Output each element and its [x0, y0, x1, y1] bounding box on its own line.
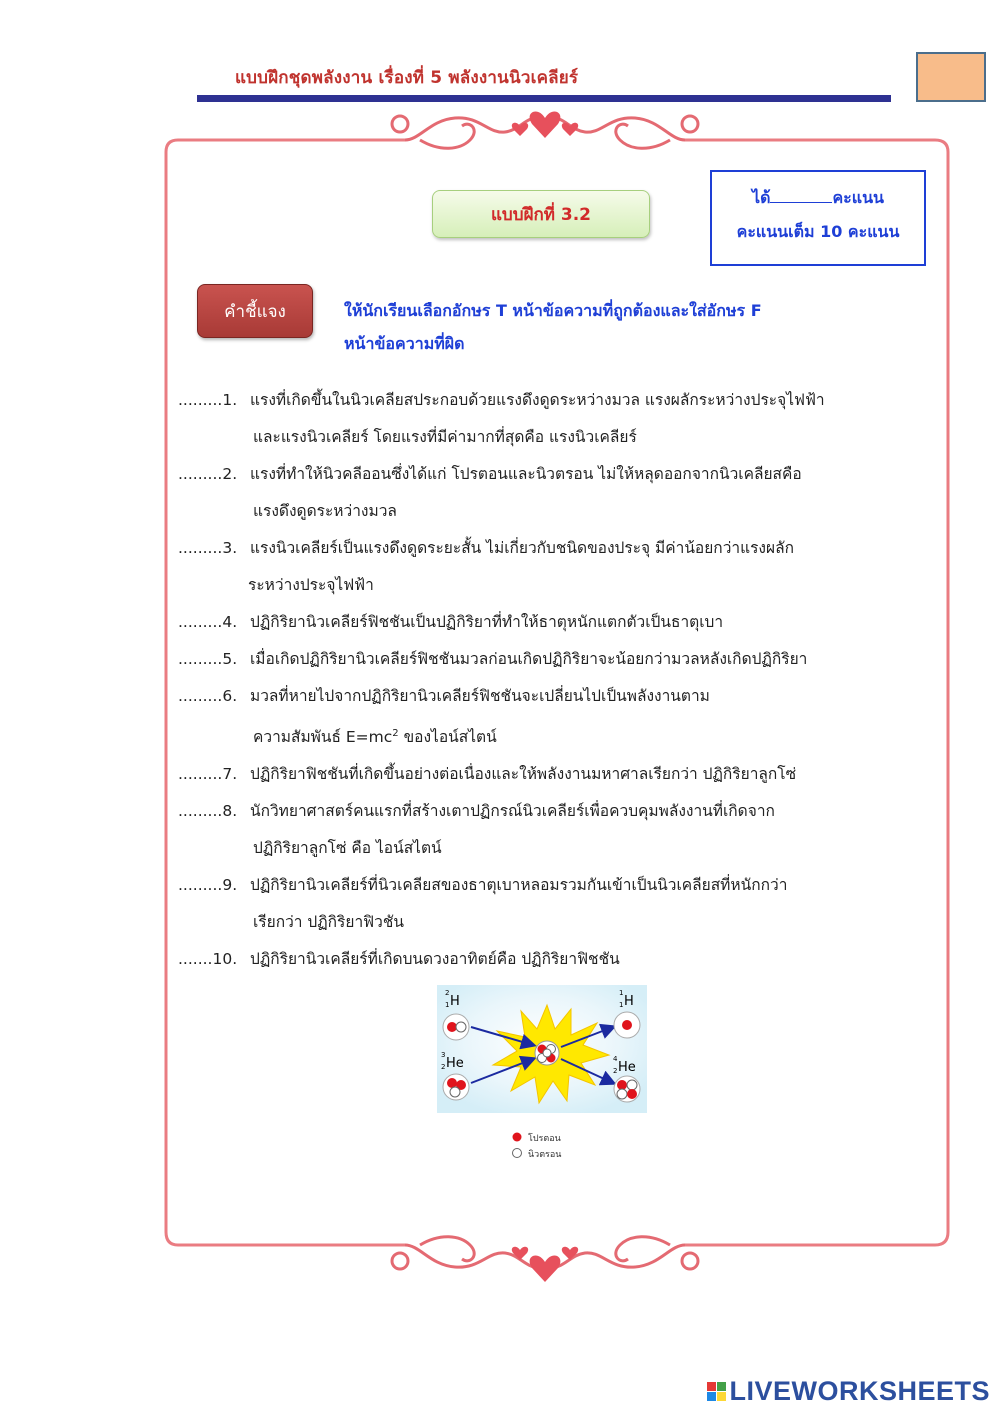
logo-icon [707, 1382, 726, 1401]
legend-neutron-marker [513, 1149, 522, 1158]
formula-exponent: 2 [392, 728, 399, 739]
h1-atomic-number: 1 [619, 1001, 624, 1009]
question-text: เมื่อเกิดปฏิกิริยานิวเคลียร์ฟิชชันมวลก่อนเกิดปฏิกิริยาจะน้อยกว่ามวลหลังเกิดปฏิกิริยา [250, 650, 808, 668]
fusion-diagram [437, 985, 647, 1165]
he4-mass: 4 [613, 1055, 618, 1063]
h2-atomic-number: 1 [445, 1001, 450, 1009]
answer-blank-9[interactable]: .........9. [178, 876, 238, 895]
question-text: ปฏิกิริยานิวเคลียร์ที่เกิดบนดวงอาทิตย์คือ ปฏิกิริยาฟิชชัน [250, 950, 620, 969]
answer-blank-7[interactable]: .........7. [178, 765, 238, 784]
question-text-cont [178, 715, 908, 756]
question-text: แรงนิวเคลียร์เป็นแรงดึงดูดระยะสั้น ไม่เกี่ยวกับชนิดของประจุ มีค่าน้อยกว่าแรงผลัก [250, 539, 794, 557]
exercise-title: แบบฝึกที่ 3.2 [432, 190, 650, 238]
score-obtained [712, 186, 924, 211]
question-item-10 [178, 941, 908, 978]
question-text: แรงที่ทำให้นิวคลีออนซึ่งได้แก่ โปรตอนและนิวตรอน ไม่ให้หลุดออกจากนิวเคลียสคือ [250, 465, 802, 483]
corner-decoration [916, 52, 986, 102]
h1-mass: 1 [619, 989, 624, 997]
question-item-6 [178, 678, 908, 756]
he3-atomic-number: 2 [441, 1063, 446, 1071]
he3-symbol: He [446, 1056, 464, 1071]
question-text-cont: ปฏิกิริยาลูกโซ่ คือ ไอน์สไตน์ [253, 839, 442, 858]
score-obtained-label: ได้ [752, 188, 771, 207]
question-text-cont: และแรงนิวเคลียร์ โดยแรงที่มีค่ามากที่สุดคือ แรงนิวเคลียร์ [253, 428, 637, 446]
answer-blank-2[interactable]: .........2. [178, 465, 238, 483]
legend-proton-marker [513, 1133, 522, 1142]
answer-blank-5[interactable]: .........5. [178, 650, 238, 668]
formula-suffix: ของไอน์สไตน์ [398, 728, 497, 747]
question-text-cont: แรงดึงดูดระหว่างมวล [253, 502, 397, 520]
question-text: ปฏิกิริยาฟิชชันที่เกิดขึ้นอย่างต่อเนื่องและให้พลังงานมหาศาลเรียกว่า ปฏิกิริยาลูกโซ่ [250, 765, 797, 784]
question-item-4 [178, 604, 908, 641]
legend-proton-label: โปรตอน [528, 1134, 561, 1144]
answer-blank-3[interactable]: .........3. [178, 539, 238, 557]
question-item-3 [178, 530, 908, 604]
question-item-7 [178, 756, 908, 793]
answer-blank-1[interactable]: .........1. [178, 391, 238, 409]
question-item-2 [178, 456, 908, 530]
formula-text: ความสัมพันธ์ E=mc [253, 728, 393, 747]
deuterium-nucleus [443, 1014, 469, 1040]
question-item-9 [178, 867, 908, 941]
he4-symbol: He [618, 1060, 636, 1075]
worksheet-series-title: แบบฝึกชุดพลังงาน เรื่องที่ 5 พลังงานนิวเคลียร์ [235, 68, 579, 88]
question-item-1 [178, 382, 908, 456]
he4-atomic-number: 2 [613, 1067, 618, 1075]
answer-blank-4[interactable]: .........4. [178, 613, 238, 631]
h2-symbol: H [450, 994, 460, 1009]
helium3-nucleus [443, 1074, 469, 1100]
question-text-cont: เรียกว่า ปฏิกิริยาฟิวชัน [253, 913, 404, 932]
score-unit: คะแนน [832, 188, 884, 207]
instructions-line-2: หน้าข้อความที่ผิด [344, 334, 465, 353]
question-text: มวลที่หายไปจากปฏิกิริยานิวเคลียร์ฟิชชันจะเปลี่ยนไปเป็นพลังงานตาม [250, 687, 710, 705]
instructions-line-1: ให้นักเรียนเลือกอักษร T หน้าข้อความที่ถูกต้องและใส่อักษร F [344, 301, 762, 320]
h2-mass: 2 [445, 989, 450, 997]
liveworksheets-logo [707, 1376, 990, 1407]
legend-neutron-label: นิวตรอน [528, 1150, 562, 1160]
question-text-cont: ระหว่างประจุไฟฟ้า [248, 576, 374, 594]
answer-blank-8[interactable]: .........8. [178, 802, 238, 821]
central-nucleus [535, 1041, 559, 1065]
instructions-label: คำชี้แจง [197, 284, 313, 338]
instructions-text [344, 294, 864, 360]
he3-mass: 3 [441, 1051, 446, 1059]
h1-symbol: H [624, 994, 634, 1009]
question-item-8 [178, 793, 908, 867]
question-list [178, 382, 908, 978]
score-blank[interactable] [770, 188, 832, 203]
answer-blank-6[interactable]: .........6. [178, 687, 238, 705]
score-box [710, 170, 926, 266]
proton-nucleus [614, 1012, 640, 1038]
question-text: นักวิทยาศาสตร์คนแรกที่สร้างเตาปฏิกรณ์นิวเคลียร์เพื่อควบคุมพลังงานที่เกิดจาก [250, 802, 775, 821]
question-text: แรงที่เกิดขึ้นในนิวเคลียสประกอบด้วยแรงดึงดูดระหว่างมวล แรงผลักระหว่างประจุไฟฟ้า [250, 391, 825, 409]
helium4-nucleus [614, 1076, 640, 1102]
question-text: ปฏิกิริยานิวเคลียร์ฟิชชันเป็นปฏิกิริยาที่ทำให้ธาตุหนักแตกตัวเป็นธาตุเบา [250, 613, 724, 631]
score-full: คะแนนเต็ม 10 คะแนน [736, 222, 900, 241]
question-item-5 [178, 641, 908, 678]
question-text: ปฏิกิริยานิวเคลียร์ที่นิวเคลียสของธาตุเบาหลอมรวมกันเข้าเป็นนิวเคลียสที่หนักกว่า [250, 876, 788, 895]
answer-blank-10[interactable]: .......10. [178, 950, 238, 969]
header-divider [197, 95, 891, 102]
logo-text: LIVEWORKSHEETS [729, 1376, 990, 1406]
